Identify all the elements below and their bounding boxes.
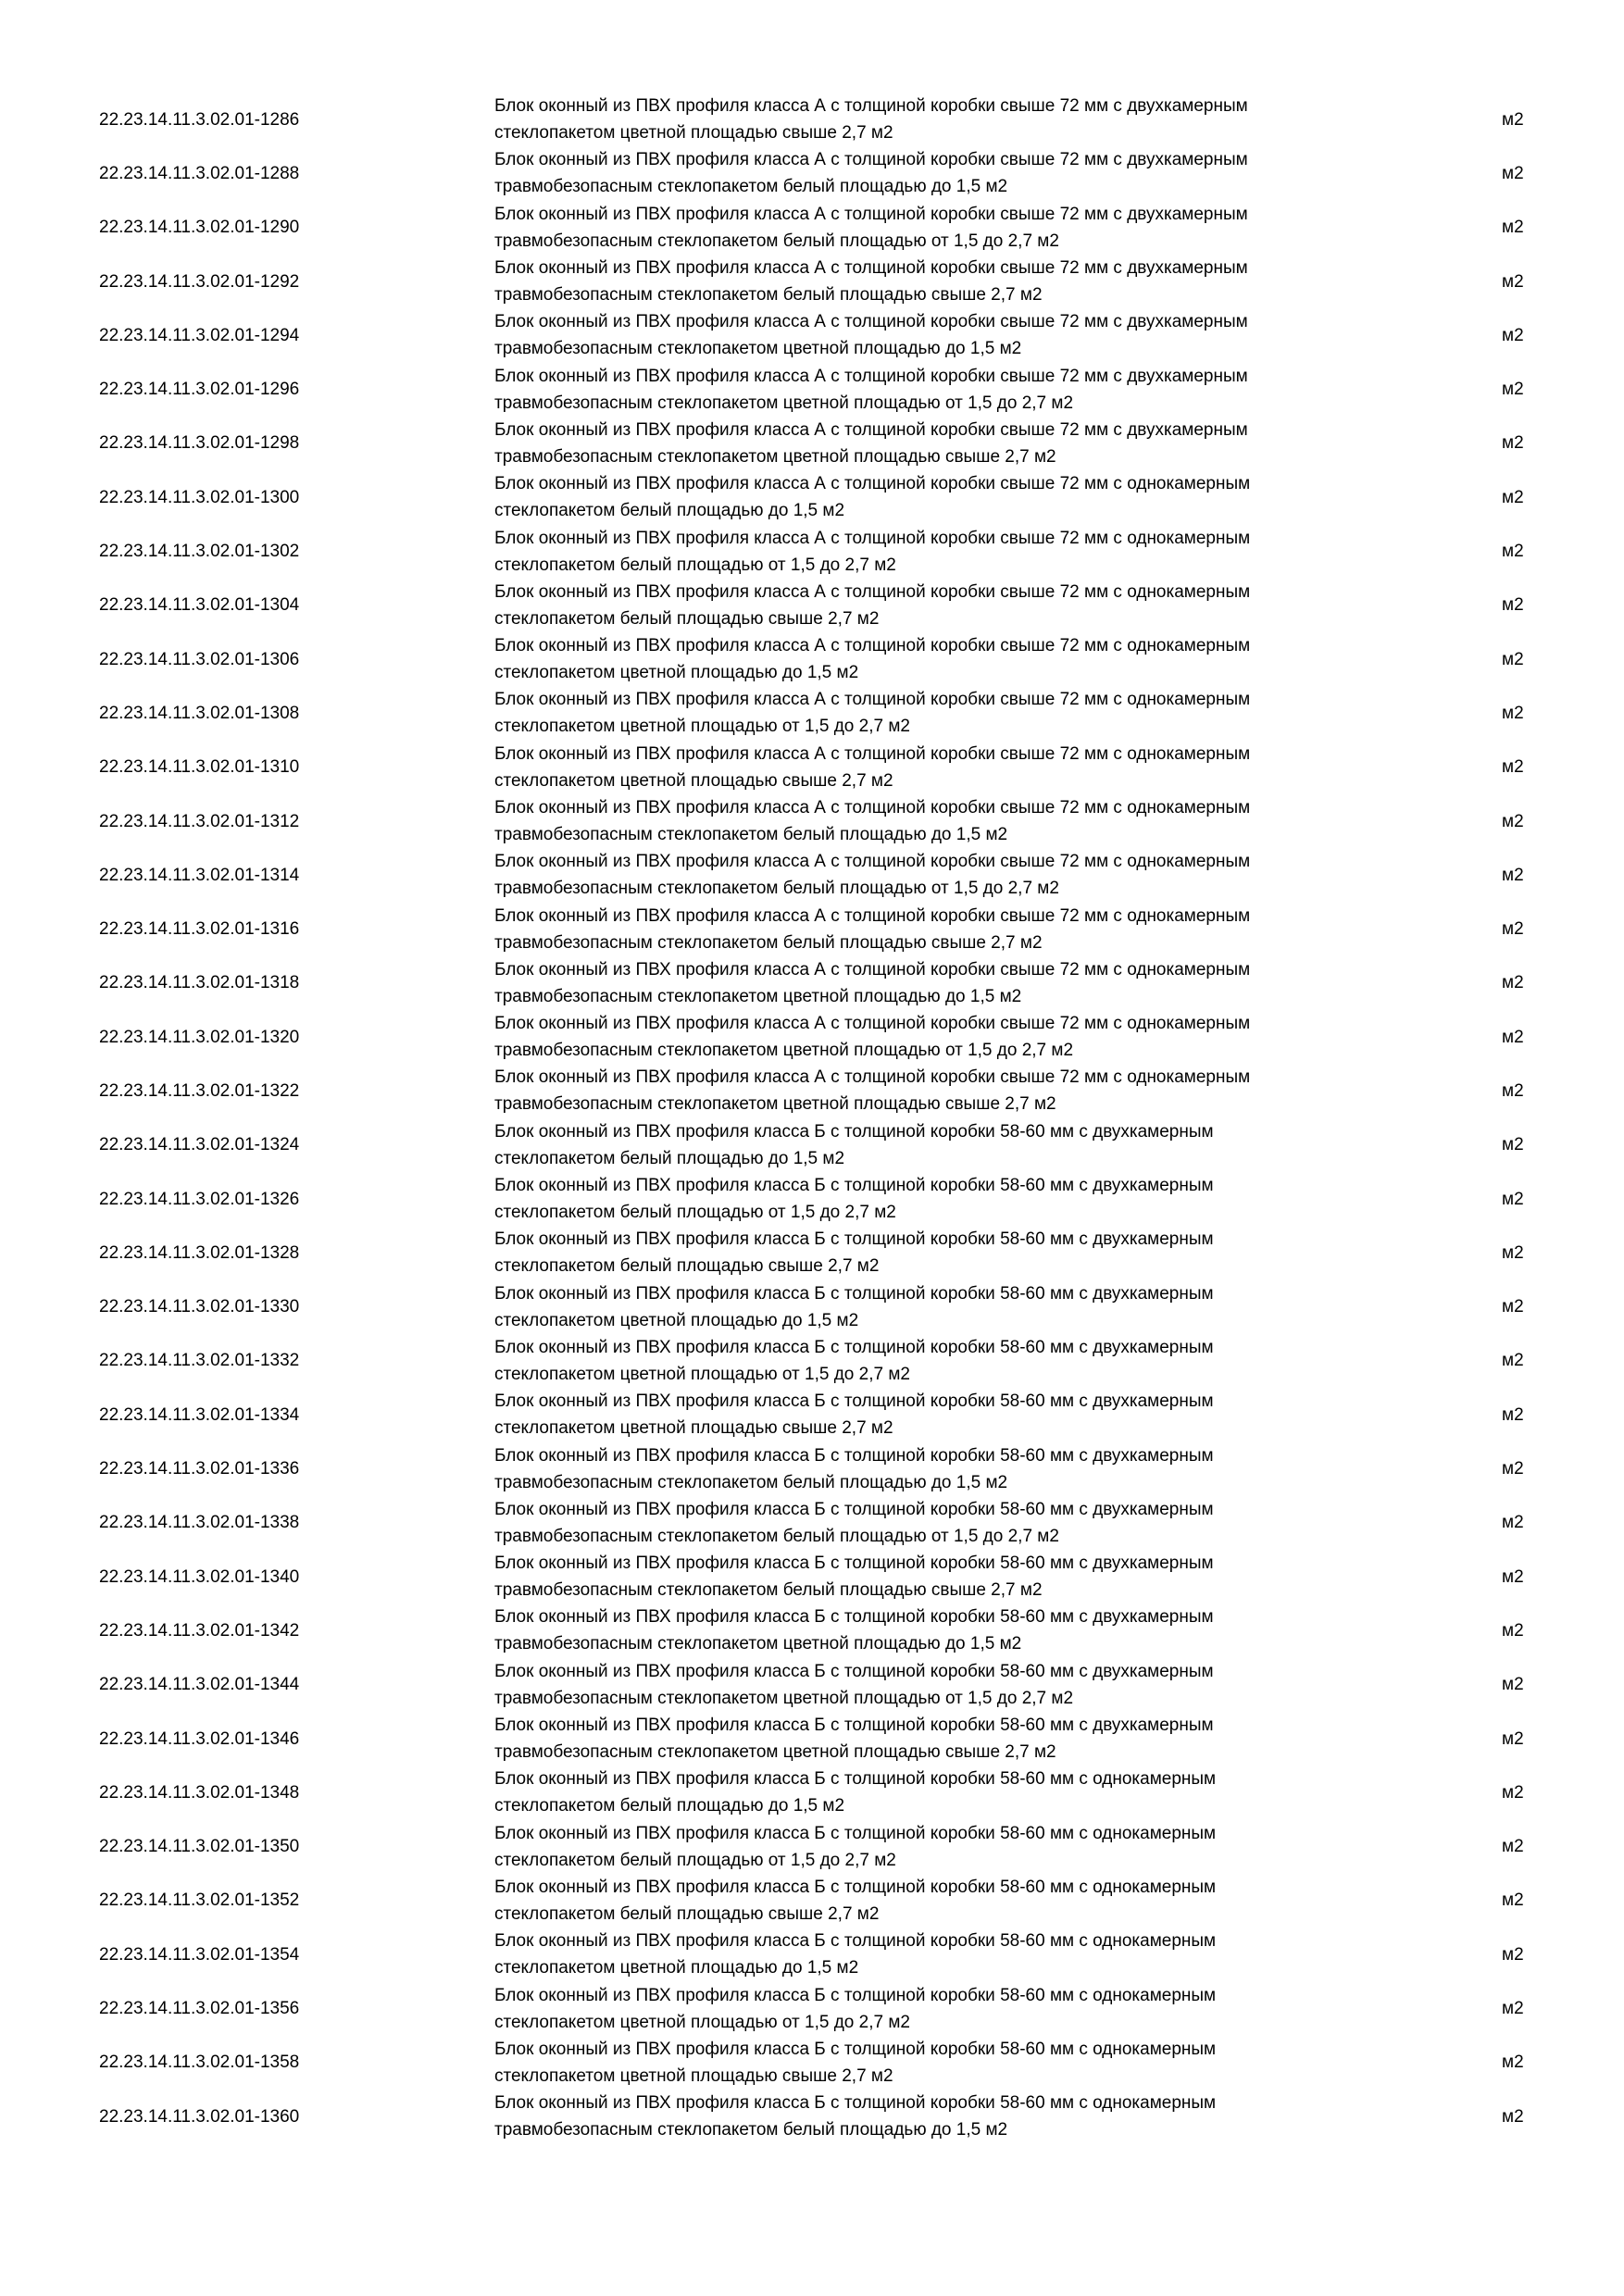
resource-name: Блок оконный из ПВХ профиля класса А с толщиной коробки свыше 72 мм с однокамерным травмобезопасным стеклопакетом цветной площадью до 1,5 м2: [494, 959, 1251, 1006]
resource-name: Блок оконный из ПВХ профиля класса А с толщиной коробки свыше 72 мм с однокамерным стеклопакетом цветной площадью от 1,5 до 2,7 м2: [494, 690, 1251, 737]
table-row: [0, 146, 1624, 200]
resource-code: 22.23.14.11.3.02.01-1310: [99, 757, 300, 778]
unit-of-measure: м2: [1502, 487, 1524, 507]
resource-code: 22.23.14.11.3.02.01-1344: [99, 1675, 300, 1695]
table-row: [0, 1280, 1624, 1334]
resource-name: Блок оконный из ПВХ профиля класса Б с толщиной коробки 58-60 мм с однокамерным стеклопакетом цветной площадью свыше 2,7 м2: [494, 2039, 1217, 2086]
resource-code: 22.23.14.11.3.02.01-1334: [99, 1404, 300, 1425]
resource-name: Блок оконный из ПВХ профиля класса А с толщиной коробки свыше 72 мм с двухкамерным травмобезопасным стеклопакетом белый площадью от 1,5 до 2,7 м2: [494, 204, 1248, 251]
resource-code: 22.23.14.11.3.02.01-1292: [99, 271, 300, 292]
resource-name: Блок оконный из ПВХ профиля класса Б с толщиной коробки 58-60 мм с двухкамерным стеклопакетом белый площадью свыше 2,7 м2: [494, 1229, 1214, 1277]
resource-code: 22.23.14.11.3.02.01-1304: [99, 595, 300, 616]
table-row: [0, 1550, 1624, 1603]
resource-code: 22.23.14.11.3.02.01-1336: [99, 1459, 300, 1479]
unit-of-measure: м2: [1502, 2106, 1524, 2127]
unit-of-measure: м2: [1502, 1189, 1524, 1209]
unit-of-measure: м2: [1502, 433, 1524, 454]
unit-of-measure: м2: [1502, 1513, 1524, 1533]
table-row: [0, 794, 1624, 848]
resource-name: Блок оконный из ПВХ профиля класса А с толщиной коробки свыше 72 мм с однокамерным стеклопакетом белый площадью свыше 2,7 м2: [494, 581, 1251, 629]
resource-name: Блок оконный из ПВХ профиля класса Б с толщиной коробки 58-60 мм с двухкамерным травмобезопасным стеклопакетом цветной площадью свыше 2,7 м2: [494, 1716, 1214, 1763]
resource-code: 22.23.14.11.3.02.01-1318: [99, 973, 300, 993]
resource-code: 22.23.14.11.3.02.01-1324: [99, 1135, 300, 1155]
resource-code: 22.23.14.11.3.02.01-1360: [99, 2106, 300, 2127]
resource-code: 22.23.14.11.3.02.01-1338: [99, 1513, 300, 1533]
resource-code: 22.23.14.11.3.02.01-1314: [99, 865, 300, 885]
unit-of-measure: м2: [1502, 1999, 1524, 2019]
resource-name: Блок оконный из ПВХ профиля класса Б с толщиной коробки 58-60 мм с однокамерным стеклопакетом цветной площадью от 1,5 до 2,7 м2: [494, 1985, 1217, 2032]
table-row: [0, 1334, 1624, 1388]
resource-code: 22.23.14.11.3.02.01-1340: [99, 1566, 300, 1587]
table-row: [0, 1441, 1624, 1495]
price-table: [0, 93, 1624, 2143]
table-row: [0, 1820, 1624, 1874]
unit-of-measure: м2: [1502, 1944, 1524, 1965]
resource-code: 22.23.14.11.3.02.01-1352: [99, 1890, 300, 1911]
table-row: [0, 93, 1624, 146]
resource-code: 22.23.14.11.3.02.01-1294: [99, 325, 300, 345]
unit-of-measure: м2: [1502, 1297, 1524, 1317]
table-row: [0, 956, 1624, 1010]
resource-name: Блок оконный из ПВХ профиля класса А с толщиной коробки свыше 72 мм с двухкамерным травмобезопасным стеклопакетом белый площадью свыше 2,7 м2: [494, 258, 1248, 306]
unit-of-measure: м2: [1502, 1351, 1524, 1371]
resource-code: 22.23.14.11.3.02.01-1290: [99, 218, 300, 238]
resource-code: 22.23.14.11.3.02.01-1312: [99, 811, 300, 831]
resource-name: Блок оконный из ПВХ профиля класса Б с толщиной коробки 58-60 мм с двухкамерным стеклопакетом белый площадью до 1,5 м2: [494, 1121, 1214, 1168]
resource-name: Блок оконный из ПВХ профиля класса Б с толщиной коробки 58-60 мм с двухкамерным травмобезопасным стеклопакетом цветной площадью до 1,5 м2: [494, 1607, 1214, 1654]
unit-of-measure: м2: [1502, 703, 1524, 723]
unit-of-measure: м2: [1502, 973, 1524, 993]
resource-code: 22.23.14.11.3.02.01-1286: [99, 109, 300, 130]
unit-of-measure: м2: [1502, 1242, 1524, 1263]
resource-name: Блок оконный из ПВХ профиля класса А с толщиной коробки свыше 72 мм с однокамерным травмобезопасным стеклопакетом цветной площадью от 1,5 до 2,7 м2: [494, 1014, 1251, 1061]
unit-of-measure: м2: [1502, 1620, 1524, 1641]
resource-name: Блок оконный из ПВХ профиля класса А с толщиной коробки свыше 72 мм с однокамерным стеклопакетом белый площадью до 1,5 м2: [494, 474, 1251, 521]
unit-of-measure: м2: [1502, 1566, 1524, 1587]
table-row: [0, 1658, 1624, 1712]
resource-name: Блок оконный из ПВХ профиля класса Б с толщиной коробки 58-60 мм с двухкамерным стеклопакетом цветной площадью до 1,5 м2: [494, 1283, 1214, 1330]
table-row: [0, 1603, 1624, 1657]
unit-of-measure: м2: [1502, 271, 1524, 292]
resource-name: Блок оконный из ПВХ профиля класса Б с толщиной коробки 58-60 мм с однокамерным стеклопакетом белый площадью до 1,5 м2: [494, 1769, 1217, 1816]
resource-name: Блок оконный из ПВХ профиля класса А с толщиной коробки свыше 72 мм с двухкамерным стеклопакетом цветной площадью свыше 2,7 м2: [494, 96, 1248, 144]
resource-code: 22.23.14.11.3.02.01-1300: [99, 487, 300, 507]
table-row: [0, 1118, 1624, 1172]
table-row: [0, 1928, 1624, 1981]
resource-code: 22.23.14.11.3.02.01-1308: [99, 703, 300, 723]
table-row: [0, 470, 1624, 524]
resource-name: Блок оконный из ПВХ профиля класса Б с толщиной коробки 58-60 мм с двухкамерным стеклопакетом цветной площадью от 1,5 до 2,7 м2: [494, 1337, 1214, 1384]
resource-name: Блок оконный из ПВХ профиля класса Б с толщиной коробки 58-60 мм с однокамерным стеклопакетом белый площадью от 1,5 до 2,7 м2: [494, 1823, 1217, 1870]
unit-of-measure: м2: [1502, 2053, 1524, 2073]
unit-of-measure: м2: [1502, 865, 1524, 885]
unit-of-measure: м2: [1502, 1080, 1524, 1101]
unit-of-measure: м2: [1502, 163, 1524, 183]
resource-code: 22.23.14.11.3.02.01-1298: [99, 433, 300, 454]
resource-name: Блок оконный из ПВХ профиля класса А с толщиной коробки свыше 72 мм с двухкамерным травмобезопасным стеклопакетом цветной площадью от 1,5 до 2,7 м2: [494, 366, 1248, 413]
resource-code: 22.23.14.11.3.02.01-1296: [99, 380, 300, 400]
resource-code: 22.23.14.11.3.02.01-1350: [99, 1837, 300, 1857]
unit-of-measure: м2: [1502, 325, 1524, 345]
resource-name: Блок оконный из ПВХ профиля класса А с толщиной коробки свыше 72 мм с двухкамерным травмобезопасным стеклопакетом цветной площадью свыше 2,7 м2: [494, 419, 1248, 467]
table-row: [0, 1981, 1624, 2035]
unit-of-measure: м2: [1502, 1135, 1524, 1155]
resource-code: 22.23.14.11.3.02.01-1348: [99, 1782, 300, 1803]
resource-name: Блок оконный из ПВХ профиля класса А с толщиной коробки свыше 72 мм с однокамерным травмобезопасным стеклопакетом белый площадью от 1,5 до 2,7 м2: [494, 852, 1251, 899]
table-row: [0, 1712, 1624, 1766]
unit-of-measure: м2: [1502, 1404, 1524, 1425]
table-row: [0, 902, 1624, 955]
resource-name: Блок оконный из ПВХ профиля класса А с толщиной коробки свыше 72 мм с двухкамерным травмобезопасным стеклопакетом белый площадью до 1,5 м2: [494, 150, 1248, 197]
unit-of-measure: м2: [1502, 1728, 1524, 1749]
table-row: [0, 1010, 1624, 1064]
resource-code: 22.23.14.11.3.02.01-1358: [99, 2053, 300, 2073]
resource-code: 22.23.14.11.3.02.01-1320: [99, 1027, 300, 1047]
table-row: [0, 255, 1624, 308]
table-row: [0, 1064, 1624, 1117]
table-row: [0, 524, 1624, 578]
table-row: [0, 417, 1624, 470]
resource-name: Блок оконный из ПВХ профиля класса Б с толщиной коробки 58-60 мм с двухкамерным травмобезопасным стеклопакетом цветной площадью от 1,5 до 2,7 м2: [494, 1661, 1214, 1708]
resource-code: 22.23.14.11.3.02.01-1322: [99, 1080, 300, 1101]
resource-name: Блок оконный из ПВХ профиля класса Б с толщиной коробки 58-60 мм с однокамерным травмобезопасным стеклопакетом белый площадью до 1,5 м2: [494, 2093, 1217, 2140]
unit-of-measure: м2: [1502, 1837, 1524, 1857]
table-row: [0, 1496, 1624, 1550]
table-row: [0, 632, 1624, 686]
resource-code: 22.23.14.11.3.02.01-1354: [99, 1944, 300, 1965]
resource-code: 22.23.14.11.3.02.01-1342: [99, 1620, 300, 1641]
unit-of-measure: м2: [1502, 919, 1524, 940]
unit-of-measure: м2: [1502, 1890, 1524, 1911]
unit-of-measure: м2: [1502, 109, 1524, 130]
table-row: [0, 2090, 1624, 2143]
resource-name: Блок оконный из ПВХ профиля класса Б с толщиной коробки 58-60 мм с однокамерным стеклопакетом цветной площадью до 1,5 м2: [494, 1931, 1217, 1978]
resource-name: Блок оконный из ПВХ профиля класса А с толщиной коробки свыше 72 мм с двухкамерным травмобезопасным стеклопакетом цветной площадью до 1,5 м2: [494, 312, 1248, 359]
resource-code: 22.23.14.11.3.02.01-1326: [99, 1189, 300, 1209]
unit-of-measure: м2: [1502, 595, 1524, 616]
unit-of-measure: м2: [1502, 757, 1524, 778]
table-row: [0, 1388, 1624, 1441]
resource-code: 22.23.14.11.3.02.01-1302: [99, 542, 300, 562]
unit-of-measure: м2: [1502, 1675, 1524, 1695]
resource-name: Блок оконный из ПВХ профиля класса А с толщиной коробки свыше 72 мм с однокамерным травмобезопасным стеклопакетом белый площадью свыше 2,7 м2: [494, 905, 1251, 953]
table-row: [0, 1766, 1624, 1819]
resource-name: Блок оконный из ПВХ профиля класса А с толщиной коробки свыше 72 мм с однокамерным травмобезопасным стеклопакетом цветной площадью свыше 2,7 м2: [494, 1067, 1251, 1115]
resource-code: 22.23.14.11.3.02.01-1306: [99, 649, 300, 669]
resource-name: Блок оконный из ПВХ профиля класса Б с толщиной коробки 58-60 мм с однокамерным стеклопакетом белый площадью свыше 2,7 м2: [494, 1877, 1217, 1924]
unit-of-measure: м2: [1502, 1027, 1524, 1047]
table-row: [0, 308, 1624, 362]
table-row: [0, 2036, 1624, 2090]
unit-of-measure: м2: [1502, 1459, 1524, 1479]
unit-of-measure: м2: [1502, 380, 1524, 400]
table-row: [0, 362, 1624, 416]
resource-name: Блок оконный из ПВХ профиля класса Б с толщиной коробки 58-60 мм с двухкамерным стеклопакетом цветной площадью свыше 2,7 м2: [494, 1391, 1214, 1439]
resource-code: 22.23.14.11.3.02.01-1332: [99, 1351, 300, 1371]
unit-of-measure: м2: [1502, 649, 1524, 669]
resource-name: Блок оконный из ПВХ профиля класса А с толщиной коробки свыше 72 мм с однокамерным стеклопакетом цветной площадью до 1,5 м2: [494, 636, 1251, 683]
resource-name: Блок оконный из ПВХ профиля класса А с толщиной коробки свыше 72 мм с однокамерным стеклопакетом белый площадью от 1,5 до 2,7 м2: [494, 528, 1251, 575]
table-row: [0, 741, 1624, 794]
table-row: [0, 1226, 1624, 1279]
resource-code: 22.23.14.11.3.02.01-1316: [99, 919, 300, 940]
resource-code: 22.23.14.11.3.02.01-1328: [99, 1242, 300, 1263]
resource-code: 22.23.14.11.3.02.01-1330: [99, 1297, 300, 1317]
table-row: [0, 848, 1624, 902]
resource-name: Блок оконный из ПВХ профиля класса А с толщиной коробки свыше 72 мм с однокамерным стеклопакетом цветной площадью свыше 2,7 м2: [494, 743, 1251, 791]
unit-of-measure: м2: [1502, 811, 1524, 831]
resource-name: Блок оконный из ПВХ профиля класса Б с толщиной коробки 58-60 мм с двухкамерным травмобезопасным стеклопакетом белый площадью до 1,5 м2: [494, 1445, 1214, 1492]
resource-code: 22.23.14.11.3.02.01-1288: [99, 163, 300, 183]
resource-name: Блок оконный из ПВХ профиля класса Б с толщиной коробки 58-60 мм с двухкамерным стеклопакетом белый площадью от 1,5 до 2,7 м2: [494, 1176, 1214, 1223]
table-row: [0, 686, 1624, 740]
unit-of-measure: м2: [1502, 218, 1524, 238]
resource-code: 22.23.14.11.3.02.01-1346: [99, 1728, 300, 1749]
resource-name: Блок оконный из ПВХ профиля класса Б с толщиной коробки 58-60 мм с двухкамерным травмобезопасным стеклопакетом белый площадью от 1,5 до 2,7 м2: [494, 1499, 1214, 1546]
resource-name: Блок оконный из ПВХ профиля класса Б с толщиной коробки 58-60 мм с двухкамерным травмобезопасным стеклопакетом белый площадью свыше 2,7 м2: [494, 1554, 1214, 1601]
unit-of-measure: м2: [1502, 1782, 1524, 1803]
table-row: [0, 201, 1624, 255]
table-row: [0, 579, 1624, 632]
unit-of-measure: м2: [1502, 542, 1524, 562]
resource-code: 22.23.14.11.3.02.01-1356: [99, 1999, 300, 2019]
resource-name: Блок оконный из ПВХ профиля класса А с толщиной коробки свыше 72 мм с однокамерным травмобезопасным стеклопакетом белый площадью до 1,5 м2: [494, 798, 1251, 844]
table-row: [0, 1874, 1624, 1928]
table-row: [0, 1172, 1624, 1226]
